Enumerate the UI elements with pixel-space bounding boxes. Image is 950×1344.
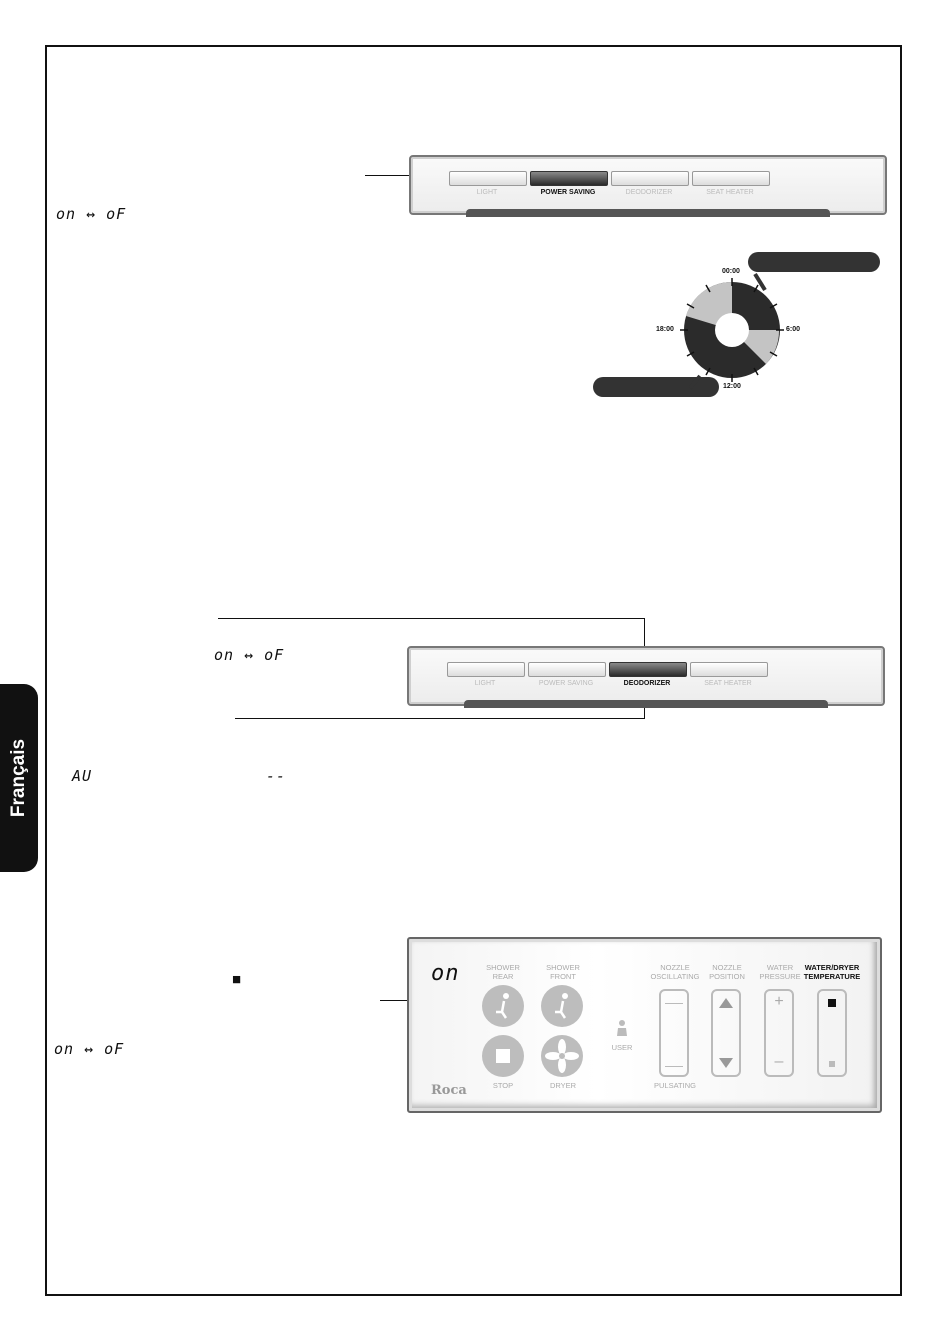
clock-label-6: 6:00 xyxy=(786,326,801,333)
deodorizer-label: DEODORIZER xyxy=(625,189,673,196)
shower-front-button[interactable] xyxy=(541,985,583,1027)
water-pressure-label: WATER PRESSURE xyxy=(759,963,801,981)
stop-label: STOP xyxy=(492,1081,514,1090)
power-saving-button[interactable] xyxy=(528,662,606,677)
light-button[interactable] xyxy=(447,662,525,677)
deodorizer-label: DEODORIZER xyxy=(623,680,671,687)
water-pressure-slider[interactable] xyxy=(764,989,794,1077)
deodorizer-button[interactable] xyxy=(611,171,689,186)
shower-front-icon xyxy=(541,985,583,1027)
callout-line-bottom xyxy=(235,718,645,719)
shower-rear-button[interactable] xyxy=(482,985,524,1027)
nozzle-oscillating-slider[interactable] xyxy=(659,989,689,1077)
temperature-low-indicator xyxy=(829,1061,835,1067)
control-panel-1 xyxy=(409,155,887,215)
user-icon[interactable] xyxy=(614,1019,630,1039)
shower-rear-label: SHOWER REAR xyxy=(486,963,520,981)
remote-control-panel xyxy=(407,937,882,1113)
brand-logo: Roca xyxy=(431,1083,467,1098)
water-temperature-label: WATER/DRYER TEMPERATURE xyxy=(803,963,861,981)
language-tab xyxy=(0,684,38,872)
plus-icon: + xyxy=(774,993,784,1010)
dryer-button[interactable] xyxy=(541,1035,583,1077)
nozzle-position-label: NOZZLE POSITION xyxy=(709,963,745,981)
deodorizer-button[interactable] xyxy=(609,662,687,677)
language-tab-label: Français xyxy=(8,738,29,818)
shower-rear-icon xyxy=(482,985,524,1027)
clock-center xyxy=(715,313,749,347)
panel-base xyxy=(464,700,828,708)
arrow-up-icon xyxy=(718,997,734,1009)
arrow-down-icon xyxy=(718,1057,734,1069)
nozzle-position-slider[interactable] xyxy=(711,989,741,1077)
stop-button[interactable] xyxy=(482,1035,524,1077)
minus-icon: – xyxy=(774,1053,784,1070)
power-saving-button[interactable] xyxy=(530,171,608,186)
power-saving-label: POWER SAVING xyxy=(540,189,596,196)
stop-icon xyxy=(482,1035,524,1077)
clock-label-00: 00:00 xyxy=(722,268,740,275)
seat-heater-button[interactable] xyxy=(690,662,768,677)
display-on-off-2: on ↔ oF xyxy=(214,646,285,664)
clock-label-18: 18:00 xyxy=(656,326,674,333)
temperature-high-indicator xyxy=(828,999,836,1007)
display-auto: AU xyxy=(72,767,93,785)
clock-pointer-bottom xyxy=(690,376,700,388)
dryer-label: DRYER xyxy=(549,1081,577,1090)
display-on-off-3: on ↔ oF xyxy=(54,1040,125,1058)
schedule-clock xyxy=(670,268,800,398)
remote-display: on xyxy=(431,961,460,986)
nozzle-oscillating-label: NOZZLE OSCILLATING xyxy=(650,963,700,981)
seat-heater-label: SEAT HEATER xyxy=(706,189,754,196)
display-dashes: -- xyxy=(266,767,287,785)
seat-heater-label: SEAT HEATER xyxy=(704,680,752,687)
seat-heater-button[interactable] xyxy=(692,171,770,186)
clock-label-12: 12:00 xyxy=(723,383,741,390)
control-panel-2 xyxy=(407,646,885,706)
water-temperature-slider[interactable] xyxy=(817,989,847,1077)
shower-front-label: SHOWER FRONT xyxy=(546,963,580,981)
display-on-off-1: on ↔ oF xyxy=(56,205,127,223)
pulsating-label: PULSATING xyxy=(654,1081,696,1090)
light-label: LIGHT xyxy=(476,189,498,196)
light-button[interactable] xyxy=(449,171,527,186)
square-symbol: ■ xyxy=(232,971,242,988)
light-label: LIGHT xyxy=(474,680,496,687)
power-saving-label: POWER SAVING xyxy=(538,680,594,687)
user-label: USER xyxy=(611,1043,633,1052)
callout-line-top xyxy=(218,618,645,619)
fan-icon xyxy=(541,1035,583,1077)
panel-base xyxy=(466,209,830,217)
